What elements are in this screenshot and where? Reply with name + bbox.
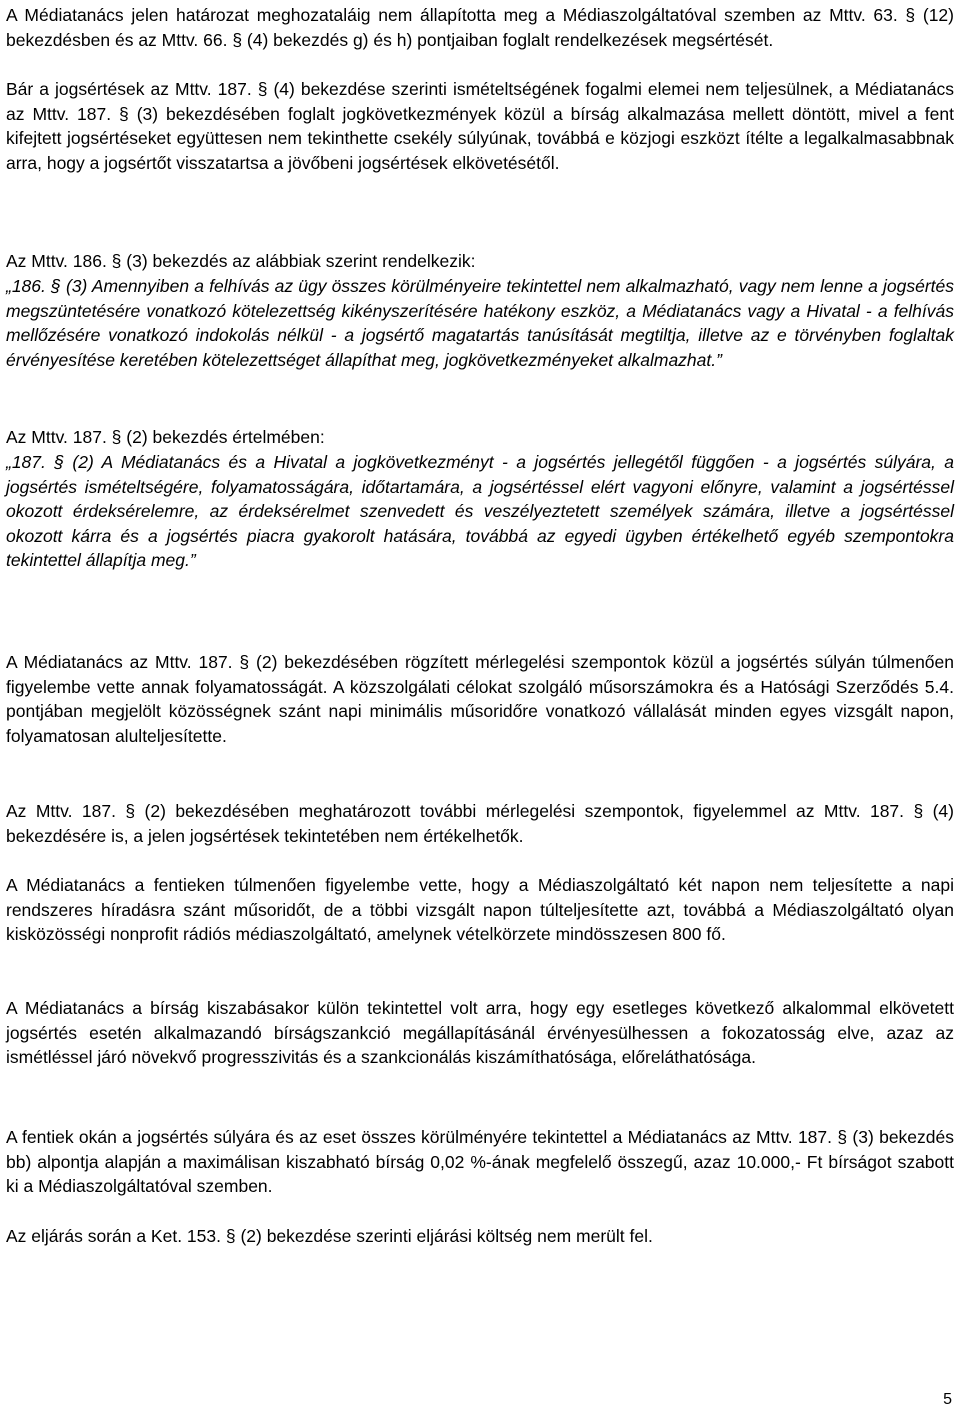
paragraph-2: Bár a jogsértések az Mttv. 187. § (4) bekezdése szerinti ismételtségének fogalmi elemei nem teljesülnek, a Médiatanács az Mttv. 187. § (3) bekezdésében foglalt jogkövetkezmények közül a bírság alkalmazása mellett döntött, mivel a fent kifejtett jogsértéseket együttesen nem tekinthette csekély súlyúnak, továbbá e közjogi eszközt ítélte a legalkalmasabbnak arra, hogy a jogsértőt visszatartsa a jövőbeni jogsértések elkövetésétől. xyxy=(6,79,954,173)
paragraph-12: Az eljárás során a Ket. 153. § (2) bekezdése szerinti eljárási költség nem merült fel. xyxy=(6,1226,653,1246)
quote-187: „187. § (2) A Médiatanács és a Hivatal a jogkövetkezményt - a jogsértés jellegétől függően - a jogsértés súlyára, a jogsértés ismételtségére, folyamatosságára, időtartamára, a jogsértéssel elért vagyoni előnyre, valamint a jogsértéssel okozott érdeksérelemre, az érdeksérelmet szenvedett és veszélyeztetett személyek számára, illetve a jogsértéssel okozott kárra és a jogsértés piacra gyakorolt hatására, továbbá az egyedi ügyben értékelhető egyéb szempontokra tekintettel állapítja meg.” xyxy=(6,452,954,571)
paragraph-8: Az Mttv. 187. § (2) bekezdésében meghatározott további mérlegelési szempontok, figyelemmel az Mttv. 187. § (4) bekezdésére is, a jelen jogsértések tekintetében nem értékelhetők. xyxy=(6,801,954,846)
paragraph-5: Az Mttv. 187. § (2) bekezdés értelmében: xyxy=(6,427,325,447)
paragraph-10: A Médiatanács a bírság kiszabásakor külön tekintettel volt arra, hogy egy esetleges következő alkalommal elkövetett jogsértés esetén alkalmazandó bírságszankció megállapításánál érvényesülhessen a fokozatosság elve, azaz az ismétléssel járó növekvő progresszivitás és a szankcionálás kiszámíthatósága, előreláthatósága. xyxy=(6,998,954,1068)
paragraph-7: A Médiatanács az Mttv. 187. § (2) bekezdésében rögzített mérlegelési szempontok közül a jogsértés súlyán túlmenően figyelembe vette annak folyamatosságát. A közszolgálati célokat szolgáló műsorszámokra és a Hatósági Szerződés 5.4. pontjában megjelölt közösségnek szánt napi minimális műsoridőre vonatkozó vállalását minden egyes vizsgált napon, folyamatosan alulteljesítette. xyxy=(6,652,954,746)
page-number: 5 xyxy=(943,1391,952,1408)
paragraph-9: A Médiatanács a fentieken túlmenően figyelembe vette, hogy a Médiaszolgáltató két napon nem teljesítette a napi rendszeres híradásra szánt műsoridőt, de a többi vizsgált napon túlteljesítette azt, továbbá a Médiaszolgáltató olyan kisközösségi nonprofit rádiós médiaszolgáltató, amelynek vételkörzete mindösszesen 800 fő. xyxy=(6,875,954,945)
paragraph-1: A Médiatanács jelen határozat meghozataláig nem állapította meg a Médiaszolgáltatóval szemben az Mttv. 63. § (12) bekezdésben és az Mttv. 66. § (4) bekezdés g) és h) pontjaiban foglalt rendelkezések megsértését. xyxy=(6,5,954,50)
paragraph-11: A fentiek okán a jogsértés súlyára és az eset összes körülményére tekintettel a Médiatanács az Mttv. 187. § (3) bekezdés bb) alpontja alapján a maximálisan kiszabható bírság 0,02 %-ának megfelelő összegű, azaz 10.000,- Ft bírságot szabott ki a Médiaszolgáltatóval szemben. xyxy=(6,1127,954,1197)
quote-186: „186. § (3) Amennyiben a felhívás az ügy összes körülményeire tekintettel nem alkalmazható, vagy nem lenne a jogsértés megszüntetésére vonatkozó kötelezettség kikényszerítésére hatékony eszköz, a Médiatanács vagy a Hivatal - a felhívás mellőzésére vonatkozó indokolás nélkül - a jogsértő magatartás tanúsítását megtiltja, illetve az e törvényben foglaltak érvényesítése keretében kötelezettséget állapíthat meg, jogkövetkezményeket alkalmazhat.” xyxy=(6,276,954,370)
paragraph-3: Az Mttv. 186. § (3) bekezdés az alábbiak szerint rendelkezik: xyxy=(6,251,476,271)
